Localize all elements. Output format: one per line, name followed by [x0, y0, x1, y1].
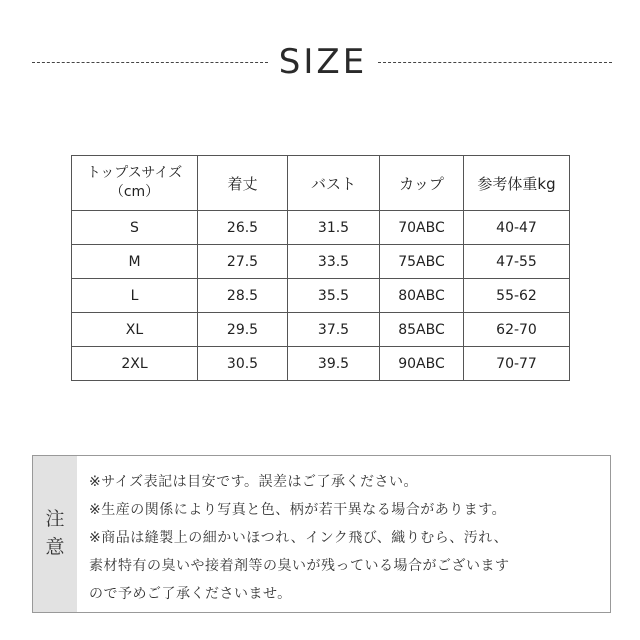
bust-cell: 31.5 — [288, 211, 380, 245]
dashed-divider-left — [32, 62, 268, 63]
page-title: SIZE — [278, 42, 368, 82]
weight-cell: 47-55 — [464, 245, 570, 279]
table-row — [72, 211, 570, 245]
length-cell: 29.5 — [198, 313, 288, 347]
size-cell: L — [72, 279, 198, 313]
weight-cell: 70-77 — [464, 347, 570, 381]
notice-line: ※サイズ表記は目安です。誤差はご了承ください。 — [89, 474, 418, 490]
size-cell: 2XL — [72, 347, 198, 381]
table-row — [72, 245, 570, 279]
length-cell: 27.5 — [198, 245, 288, 279]
bust-cell: 35.5 — [288, 279, 380, 313]
notice-line: ※生産の関係により写真と色、柄が若干異なる場合があります。 — [89, 502, 507, 518]
cup-cell: 90ABC — [380, 347, 464, 381]
bust-cell: 37.5 — [288, 313, 380, 347]
notice-label — [33, 456, 77, 612]
notice-box — [32, 455, 611, 613]
cup-cell: 85ABC — [380, 313, 464, 347]
weight-cell: 40-47 — [464, 211, 570, 245]
cup-cell: 75ABC — [380, 245, 464, 279]
cup-cell: 70ABC — [380, 211, 464, 245]
dashed-divider-right — [378, 62, 612, 63]
size-cell: S — [72, 211, 198, 245]
table-row — [72, 279, 570, 313]
header-cup: カップ — [380, 156, 464, 211]
table-row — [72, 347, 570, 381]
length-cell: 26.5 — [198, 211, 288, 245]
header-tops-size-label: トップスサイズ — [86, 165, 183, 181]
weight-cell: 62-70 — [464, 313, 570, 347]
size-header — [0, 40, 640, 84]
table-header-row — [72, 156, 570, 211]
header-unit-label: （cm） — [109, 184, 160, 200]
notice-line: 素材特有の臭いや接着剤等の臭いが残っている場合がございます — [89, 558, 510, 574]
size-table — [71, 155, 570, 381]
header-length: 着丈 — [198, 156, 288, 211]
length-cell: 28.5 — [198, 279, 288, 313]
notice-text — [89, 468, 604, 608]
notice-line: ので予めご了承くださいませ。 — [89, 586, 292, 602]
cup-cell: 80ABC — [380, 279, 464, 313]
bust-cell: 33.5 — [288, 245, 380, 279]
notice-label-char: 注 — [45, 508, 65, 530]
header-tops-size — [72, 156, 198, 211]
size-cell: XL — [72, 313, 198, 347]
header-bust: バスト — [288, 156, 380, 211]
weight-cell: 55-62 — [464, 279, 570, 313]
header-weight: 参考体重kg — [464, 156, 570, 211]
bust-cell: 39.5 — [288, 347, 380, 381]
length-cell: 30.5 — [198, 347, 288, 381]
notice-label-char: 意 — [45, 536, 65, 558]
table-row — [72, 313, 570, 347]
size-cell: M — [72, 245, 198, 279]
notice-line: ※商品は縫製上の細かいほつれ、インク飛び、織りむら、汚れ、 — [89, 530, 509, 546]
